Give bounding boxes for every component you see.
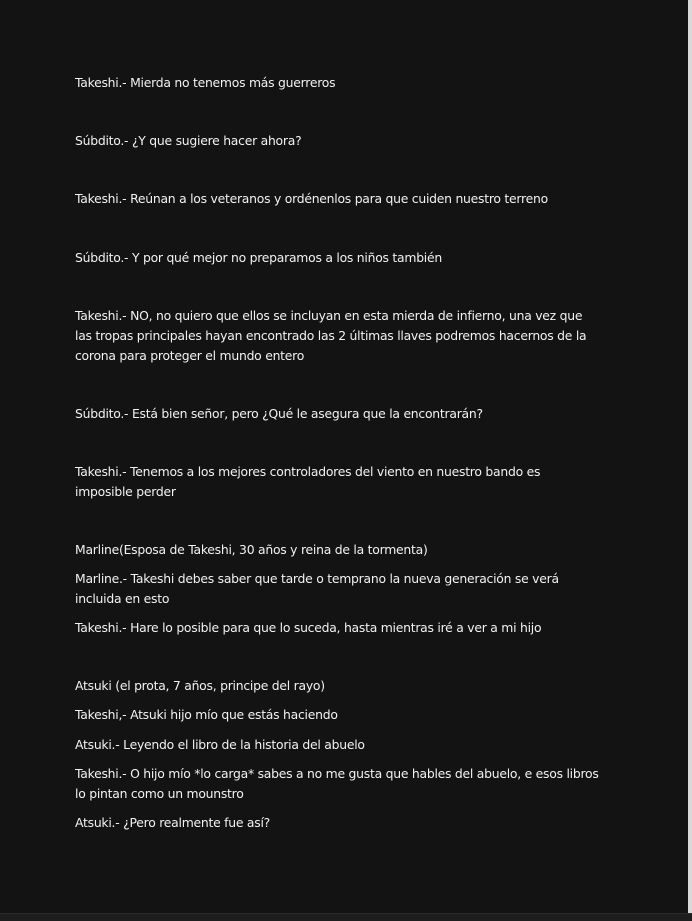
scrollbar-edge <box>688 0 692 921</box>
dialogue-line: Súbdito.- Está bien señor, pero ¿Qué le asegura que la encontrarán? <box>75 406 483 421</box>
dialogue-line: Takeshi,- Atsuki hijo mío que estás haciendo <box>75 707 338 722</box>
character-intro: Marline(Esposa de Takeshi, 30 años y reina de la tormenta) <box>75 542 428 557</box>
dialogue-line: Takeshi.- Mierda no tenemos más guerreros <box>75 75 336 90</box>
dialogue-line: Takeshi.- Tenemos a los mejores controladores del viento en nuestro bando es imposible perder <box>75 464 541 499</box>
dialogue-line: Takeshi.- Reúnan a los veteranos y ordénenlos para que cuiden nuestro terreno <box>75 191 548 206</box>
dialogue-line: Marline.- Takeshi debes saber que tarde o temprano la nueva generación se verá incluida en esto <box>75 571 559 606</box>
dialogue-line: Súbdito.- ¿Y que sugiere hacer ahora? <box>75 133 302 148</box>
dialogue-line: Takeshi.- Hare lo posible para que lo suceda, hasta mientras iré a ver a mi hijo <box>75 620 542 635</box>
dialogue-line: Atsuki.- ¿Pero realmente fue así? <box>75 815 271 830</box>
dialogue-line: Takeshi.- O hijo mío *lo carga* sabes a no me gusta que hables del abuelo, e esos libros lo pintan como un mounstro <box>75 766 599 801</box>
bottom-edge <box>0 913 692 921</box>
character-intro: Atsuki (el prota, 7 años, principe del rayo) <box>75 678 325 693</box>
dialogue-line: Takeshi.- NO, no quiero que ellos se incluyan en esta mierda de infierno, una vez que las tropas principales hayan encontrado las 2 últimas llaves podremos hacernos de la corona para proteger el mundo entero <box>75 308 587 363</box>
dialogue-line: Súbdito.- Y por qué mejor no preparamos a los niños también <box>75 250 442 265</box>
dialogue-line: Atsuki.- Leyendo el libro de la historia del abuelo <box>75 737 365 752</box>
